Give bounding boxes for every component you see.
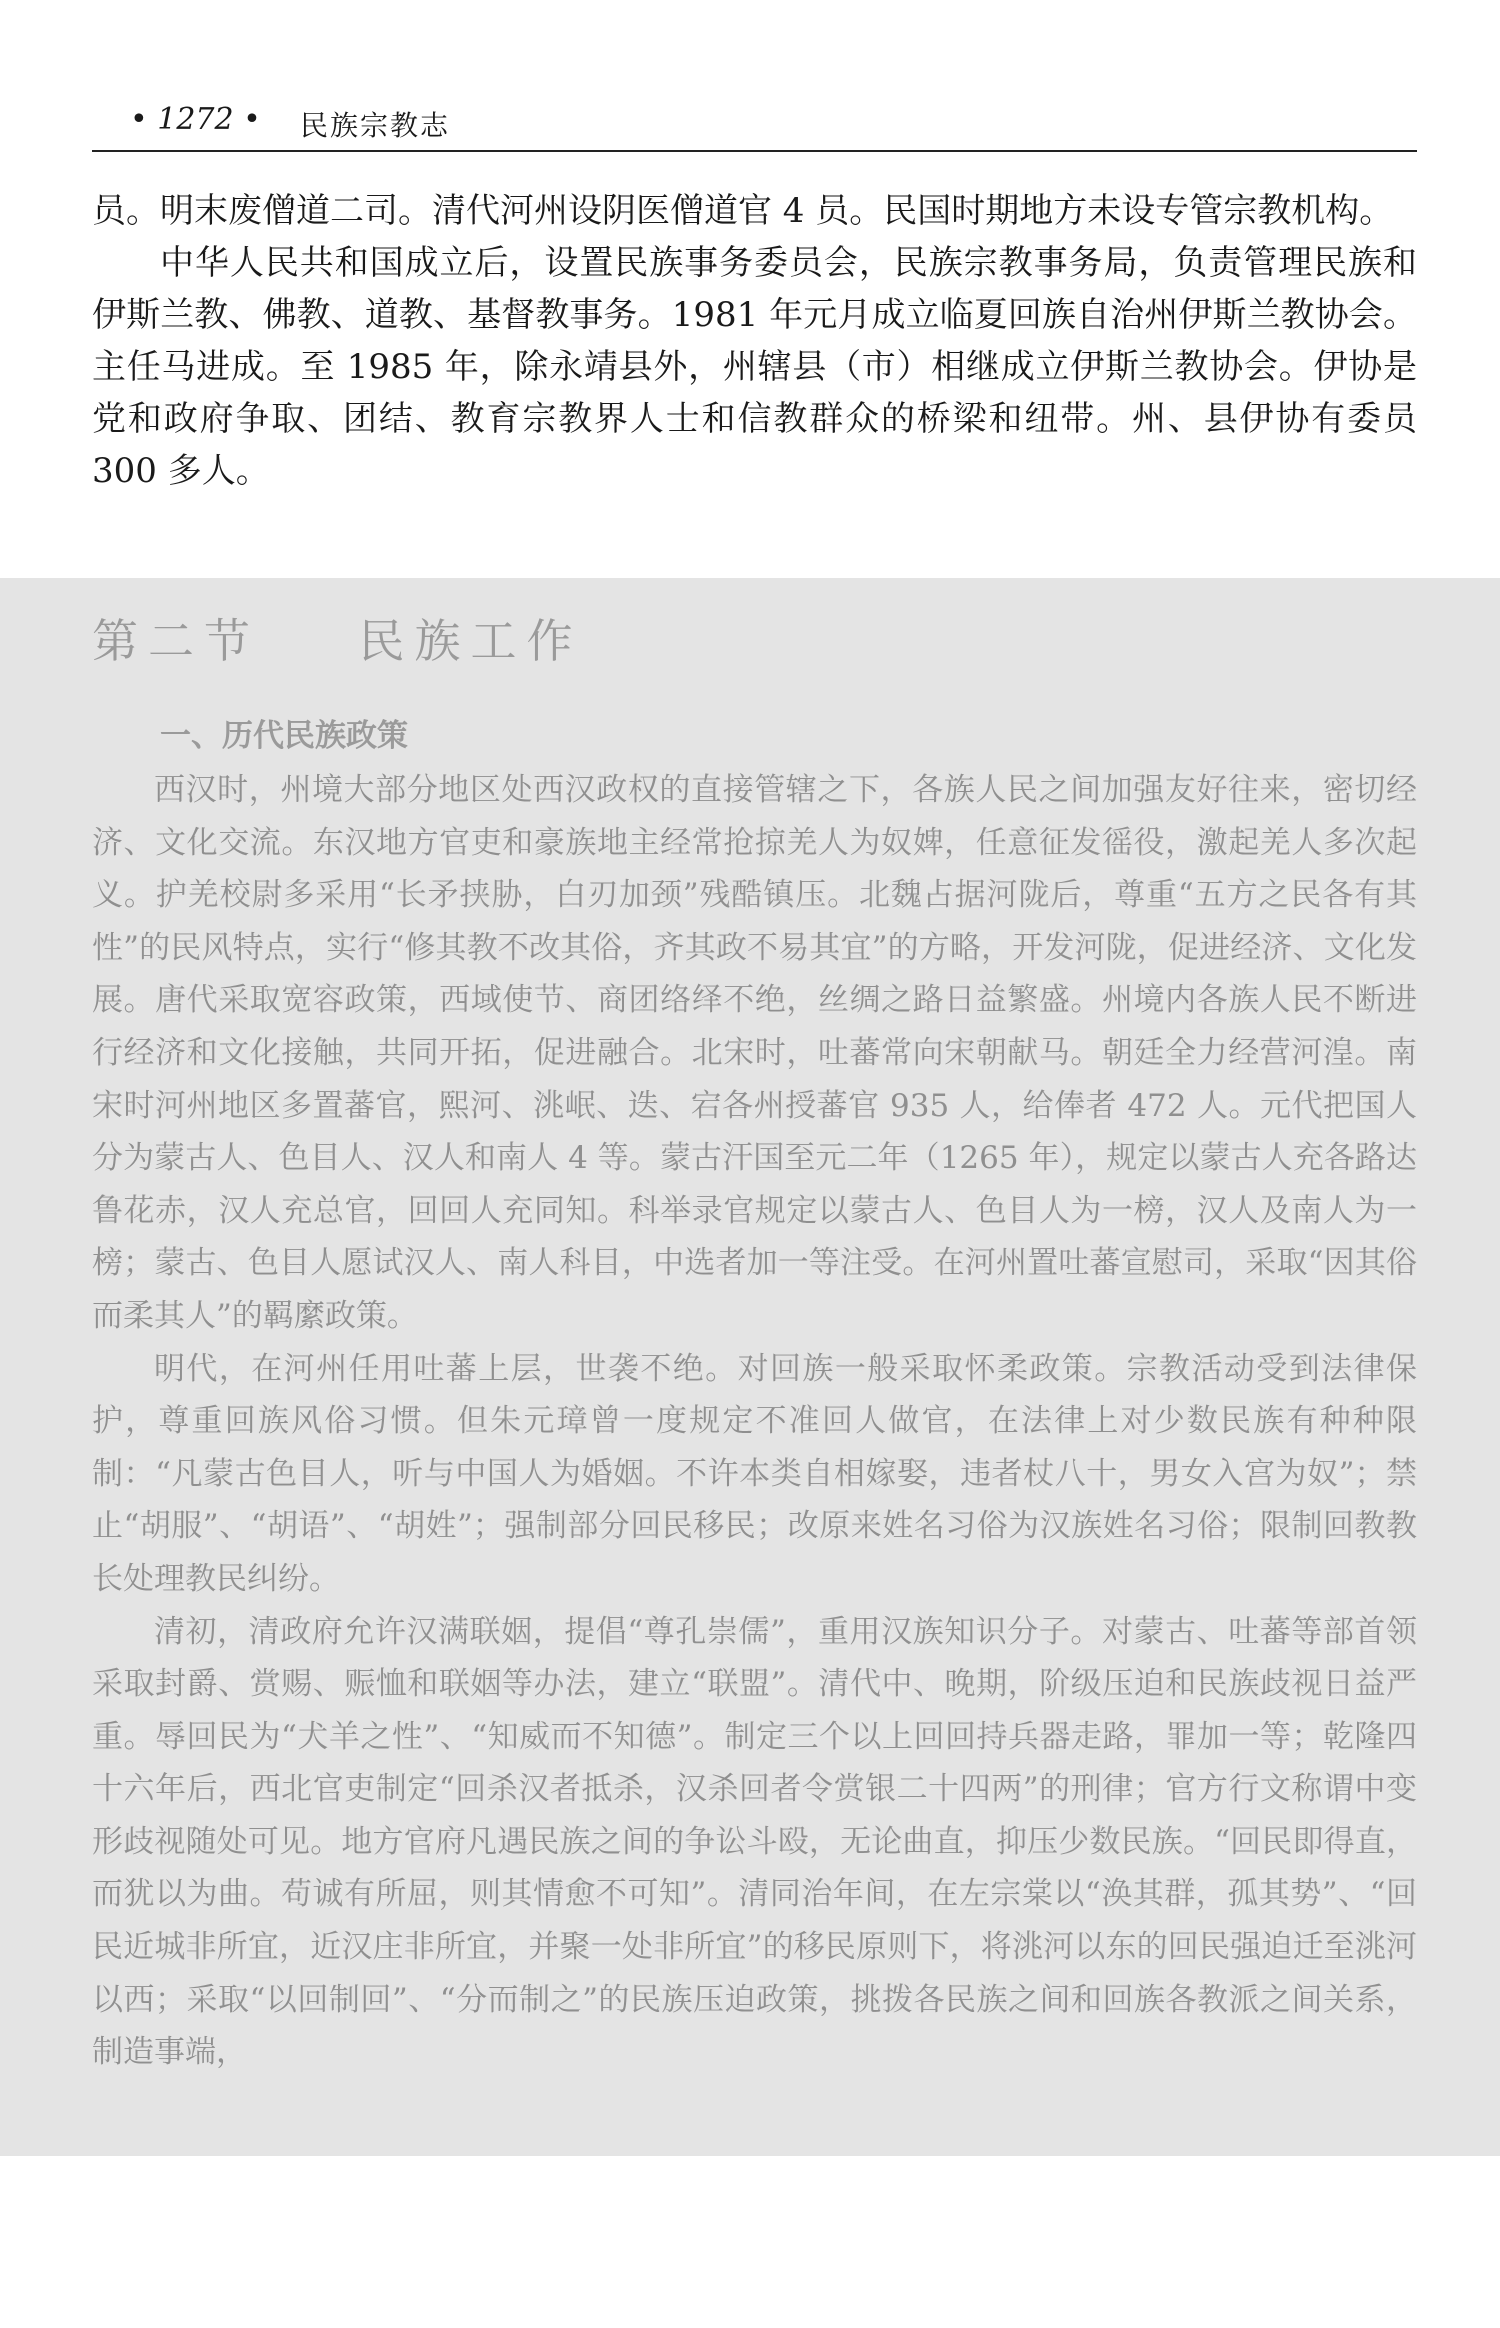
paragraph: 中华人民共和国成立后，设置民族事务委员会，民族宗教事务局，负责管理民族和伊斯兰教、佛教、道教、基督教事务。1981 年元月成立临夏回族自治州伊斯兰教协会。主任马进成。至 1985 年，除永靖县外，州辖县（市）相继成立伊斯兰教协会。伊协是党和政府争取、团结、教育宗教界人士和信教群众的桥梁和纽带。州、县伊协有委员 300 多人。 xyxy=(92,243,1417,491)
paragraph: 西汉时，州境大部分地区处西汉政权的直接管辖之下，各族人民之间加强友好往来，密切经济、文化交流。东汉地方官吏和豪族地主经常抢掠羌人为奴婢，任意征发徭役，激起羌人多次起义。护羌校尉多采用“长矛挟胁，白刃加颈”残酷镇压。北魏占据河陇后，尊重“五方之民各有其性”的民风特点，实行“修其教不改其俗，齐其政不易其宜”的方略，开发河陇，促进经济、文化发展。唐代采取宽容政策，西域使节、商团络绎不绝，丝绸之路日益繁盛。州境内各族人民不断进行经济和文化接触，共同开拓，促进融合。北宋时，吐蕃常向宋朝献马。朝廷全力经营河湟。南宋时河州地区多置蕃官，熙河、洮岷、迭、宕各州授蕃官 935 人，给俸者 472 人。元代把国人分为蒙古人、色目人、汉人和南人 4 等。蒙古汗国至元二年（1265 年），规定以蒙古人充各路达鲁花赤，汉人充总官，回回人充同知。科举录官规定以蒙古人、色目人为一榜，汉人及南人为一榜；蒙古、色目人愿试汉人、南人科目，中选者加一等注受。在河州置吐蕃宣慰司，采取“因其俗而柔其人”的羁縻政策。 xyxy=(92,772,1417,1334)
top-text xyxy=(92,185,1417,497)
paragraph: 员。明末废僧道二司。清代河州设阴医僧道官 4 员。民国时期地方未设专管宗教机构。 xyxy=(92,191,1394,231)
paragraph: 清初，清政府允许汉满联姻，提倡“尊孔崇儒”，重用汉族知识分子。对蒙古、吐蕃等部首领采取封爵、赏赐、赈恤和联姻等办法，建立“联盟”。清代中、晚期，阶级压迫和民族歧视日益严重。辱回民为“犬羊之性”、“知威而不知德”。制定三个以上回回持兵器走路，罪加一等；乾隆四十六年后，西北官吏制定“回杀汉者抵杀，汉杀回者令赏银二十四两”的刑律；官方行文称谓中变形歧视随处可见。地方官府凡遇民族之间的争讼斗殴，无论曲直，抑压少数民族。“回民即得直，而犹以为曲。苟诚有所屈，则其情愈不可知”。清同治年间，在左宗棠以“涣其群，孤其势”、“回民近城非所宜，近汉庄非所宜，并聚一处非所宜”的移民原则下，将洮河以东的回民强迫迁至洮河以西；采取“以回制回”、“分而制之”的民族压迫政策，挑拨各民族之间和回族各教派之间关系，制造事端， xyxy=(92,1613,1417,2071)
paragraph: 明代，在河州任用吐蕃上层，世袭不绝。对回族一般采取怀柔政策。宗教活动受到法律保护，尊重回族风俗习惯。但朱元璋曾一度规定不准回人做官，在法律上对少数民族有种种限制：“凡蒙古色目人，听与中国人为婚姻。不许本类自相嫁娶，违者杖八十，男女入宫为奴”；禁止“胡服”、“胡语”、“胡姓”；强制部分回民移民；改原来姓名习俗为汉族姓名习俗；限制回教教长处理教民纠纷。 xyxy=(92,1350,1417,1597)
section-title: 第二节 民族工作 xyxy=(92,614,583,668)
page-number: • 1272 • xyxy=(130,102,261,137)
running-title: 民族宗教志 xyxy=(300,109,451,142)
page-header xyxy=(92,100,1417,152)
section-body xyxy=(92,764,1417,2079)
subsection-heading: 一、历代民族政策 xyxy=(160,718,408,754)
